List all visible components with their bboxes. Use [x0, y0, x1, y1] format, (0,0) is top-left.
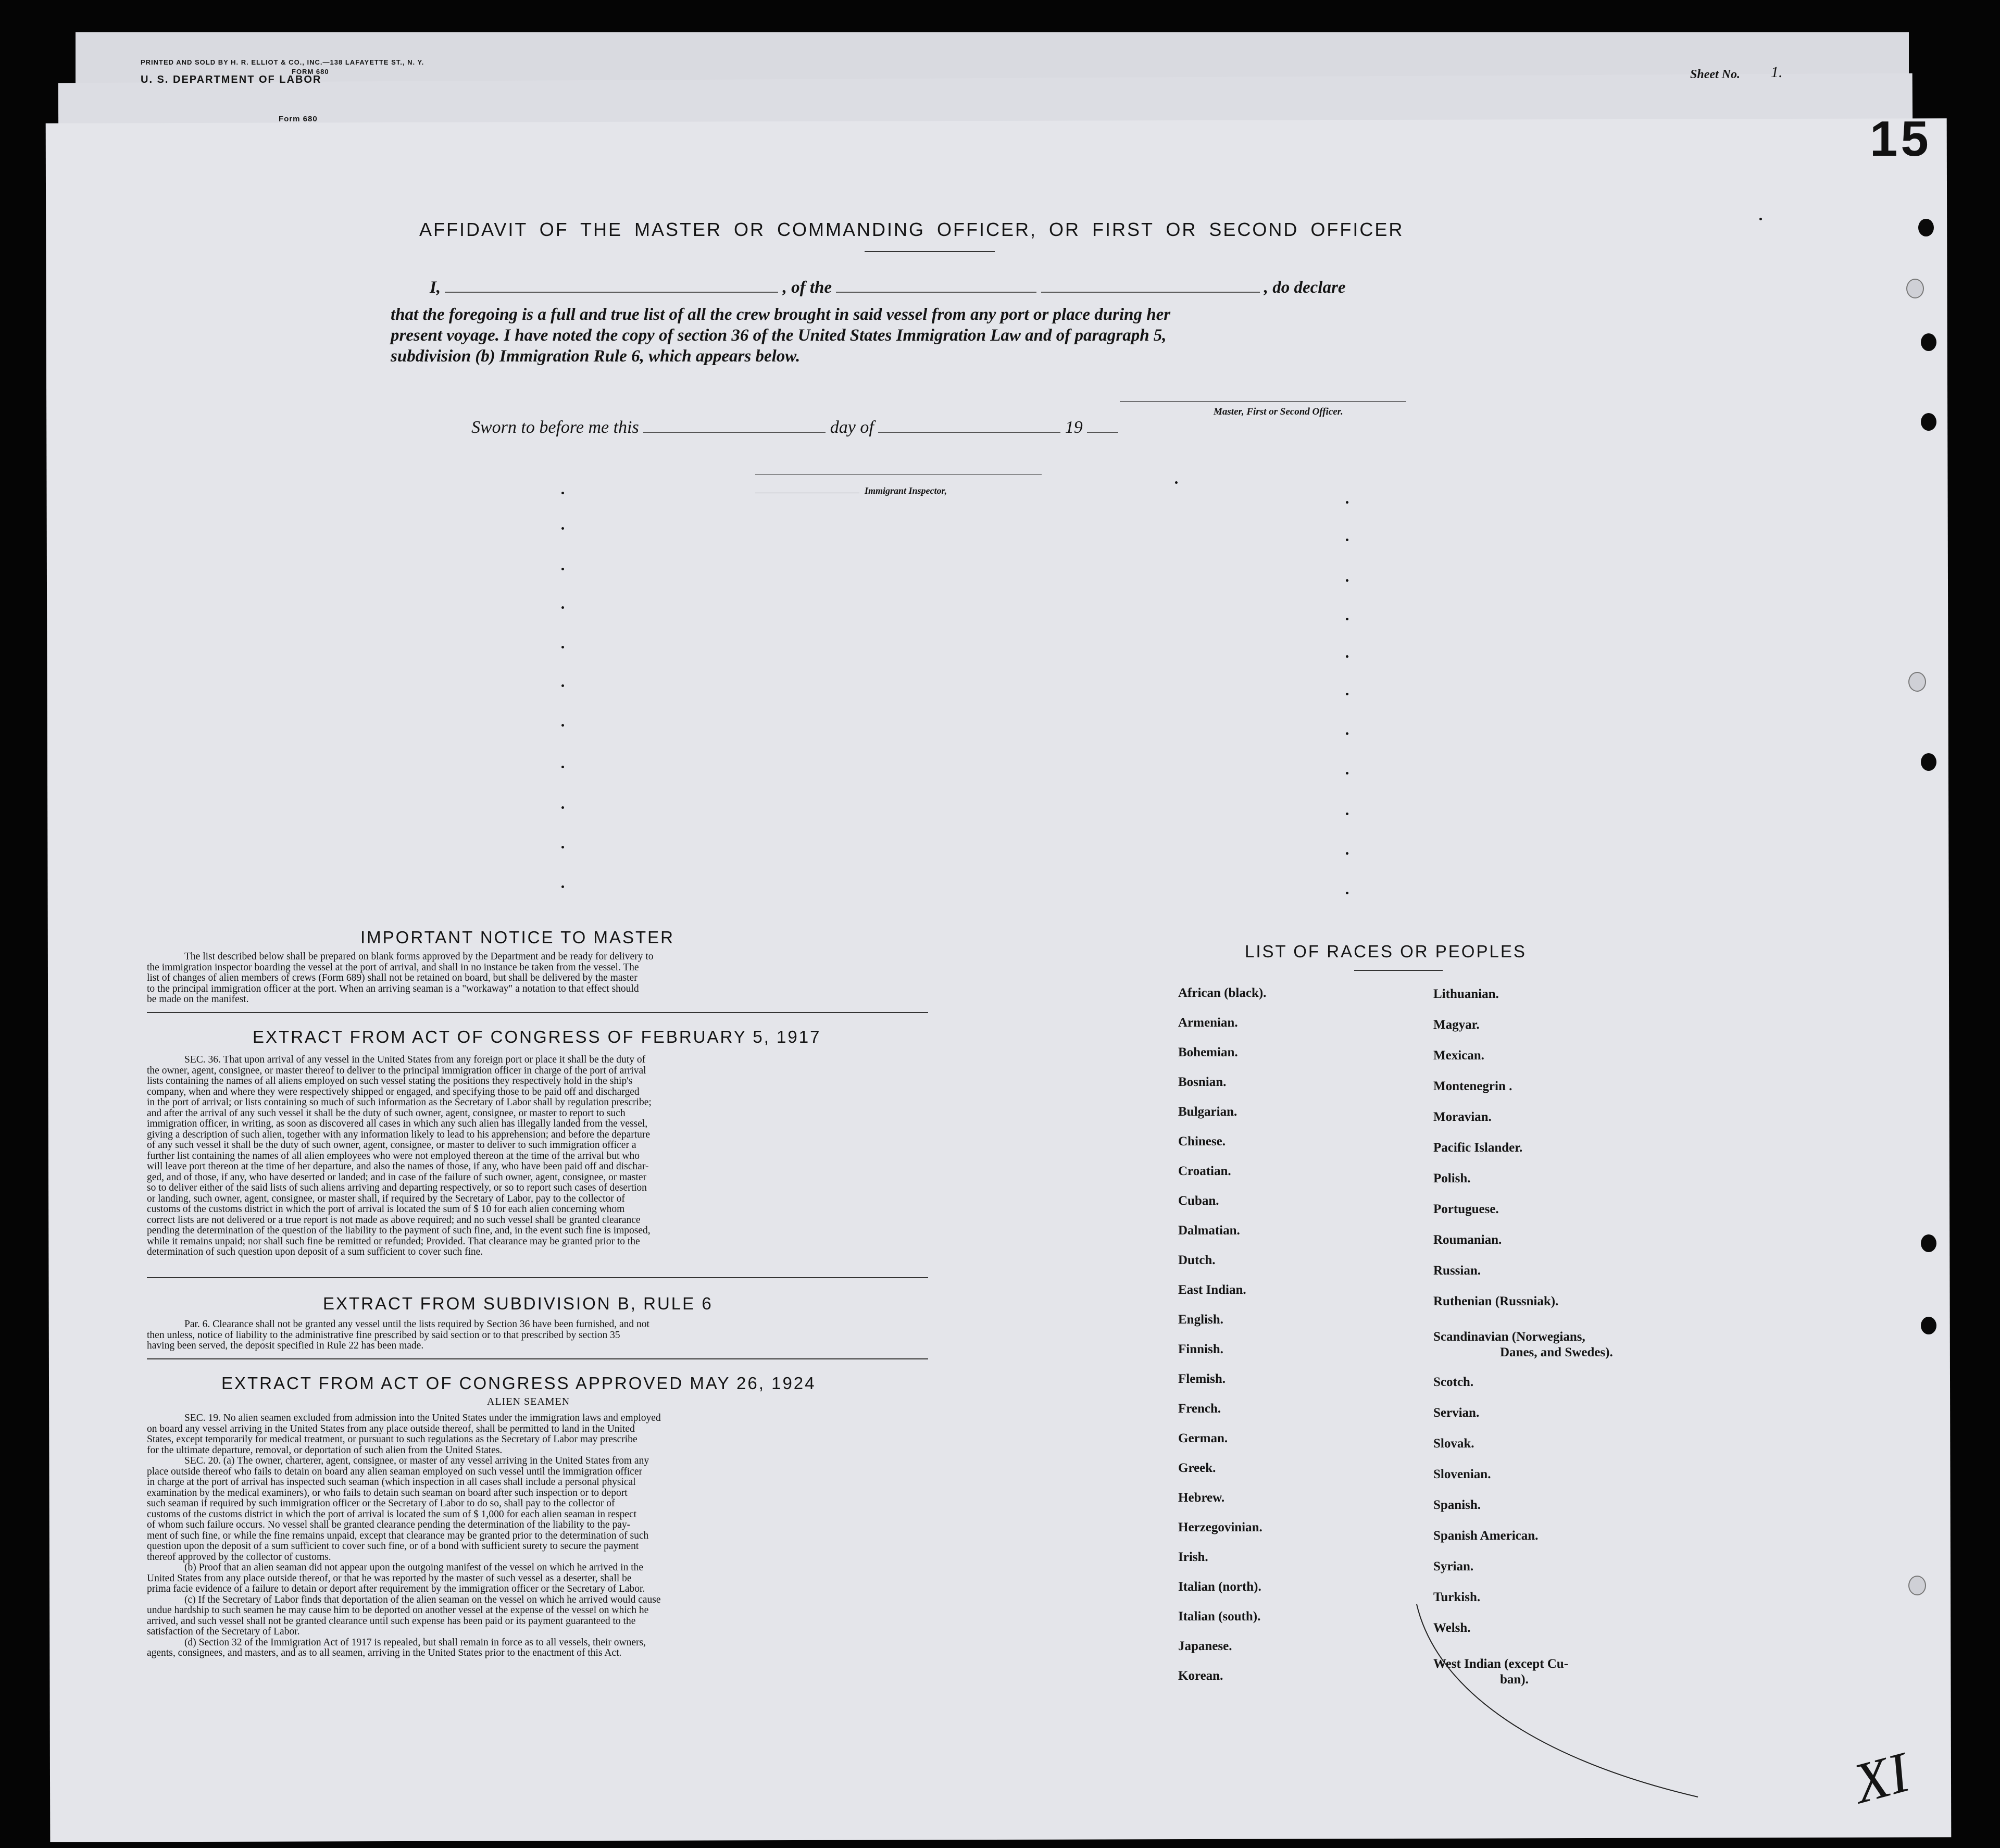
- race-item: Ruthenian (Russniak).: [1433, 1294, 1559, 1308]
- extract-rule6-text: Par. 6. Clearance shall not be granted any vessel until the lists required by Section 36 have been furnished, and not then unless, notice of liability to the administrative fine prescribed by said section or to that prescribed by section 35 having been served, the deposit specified in Rule 22 has been made.: [147, 1319, 649, 1351]
- race-item: Servian.: [1433, 1406, 1480, 1420]
- affidavit-body-line2: present voyage. I have noted the copy of section 36 of the United States Immigration Law and of paragraph 5,: [391, 326, 1167, 345]
- race-item: Greek.: [1178, 1461, 1216, 1475]
- section-divider: [147, 1358, 928, 1359]
- affidavit-line1: [430, 277, 1419, 298]
- sworn-month-blank[interactable]: [878, 431, 1060, 433]
- stamp-number: 15: [1870, 111, 1932, 167]
- race-item: German.: [1178, 1431, 1228, 1445]
- inspector-line-top: [755, 474, 1042, 475]
- declarant-label: I,: [430, 278, 441, 297]
- race-item: Bulgarian.: [1178, 1105, 1238, 1119]
- race-item: Japanese.: [1178, 1639, 1232, 1653]
- declarant-name-blank[interactable]: [445, 291, 778, 293]
- form-small-label: FORM 680: [292, 68, 329, 76]
- binder-hole: [1921, 333, 1936, 351]
- race-item: Finnish.: [1178, 1342, 1223, 1356]
- of-the-label: , of the: [782, 278, 832, 297]
- race-item: Bosnian.: [1178, 1075, 1227, 1089]
- printer-line: PRINTED AND SOLD BY H. R. ELLIOT & CO., INC.—138 LAFAYETTE ST., N. Y.: [141, 58, 424, 66]
- race-item: Italian (south).: [1178, 1609, 1261, 1624]
- race-item: ban).: [1500, 1672, 1529, 1687]
- race-item: Italian (north).: [1178, 1580, 1261, 1594]
- extract-1924-title: EXTRACT FROM ACT OF CONGRESS APPROVED MAY 26, 1924: [221, 1373, 816, 1393]
- extract-1924-text: SEC. 19. No alien seamen excluded from admission into the United States under the immigration laws and employed on board any vessel arriving in the United States from any place outside thereof, shall be permitted to land in the United States, except temporarily for medical treatment, or pursuant to such regulations as the Secretary of Labor may prescribe for the ultimate departure, removal, or deportation of such alien from the United States. SEC. 20. (a) The owner, charterer, agent, consignee, or master of any vessel arriving in the United States from any place outside thereof who fails to detain on board any alien seaman employed on such vessel until the immigration officer in charge at the port of arrival has inspected such seaman (which inspection in all cases shall include a personal physical examination by the medical examiners), or who fails to detain such seaman on board after such inspection or to deport such seaman if required by such immigration officer or the Secretary of Labor to do so, shall pay to the collector of customs of the customs district in which the port of arrival is located the sum of $ 1,000 for each alien seaman in respect of whom such failure occurs. No vessel shall be granted clearance pending the determination of the liability to the pay- ment of such fine, or while the fine remains unpaid, except that clearance may be granted prior to the determination of such question upon the deposit of a sum sufficient to cover such fine, or of a bond with sufficient surety to secure the payment thereof approved by the collector of customs. (b) Proof that an alien seaman did not appear upon the outgoing manifest of the vessel on which he arrived in the United States from any place outside thereof, or that he was reported by the master of such vessel as a deserter, shall be prima facie evidence of a failure to detain or deport after requirement by the immigration officer or the Secretary of Labor. (c) If the Secretary of Labor finds that deportation of the alien seaman on the vessel on which he arrived would cause undue hardship to such seamen he may cause him to be deported on another vessel at the expense of the vessel on which he arrived, and such vessel shall not be granted clearance until such expense has been paid or its payment guaranteed to the satisfaction of the Secretary of Labor. (d) Section 32 of the Immigration Act of 1917 is repealed, but shall remain in force as to all vessels, their owners, agents, consignees, and masters, and as to all seamen, arriving in the United States prior to the enactment of this Act.: [147, 1413, 661, 1658]
- race-item: Moravian.: [1433, 1110, 1492, 1124]
- extract-1924-subtitle: ALIEN SEAMEN: [487, 1396, 570, 1407]
- race-item: Slovenian.: [1433, 1467, 1491, 1481]
- race-item: Roumanian.: [1433, 1233, 1502, 1247]
- binder-hole: [1921, 413, 1936, 431]
- race-item: French.: [1178, 1402, 1221, 1416]
- notice-title: IMPORTANT NOTICE TO MASTER: [360, 928, 675, 947]
- title-underline: [865, 251, 995, 252]
- sworn-year-blank[interactable]: [1087, 431, 1118, 433]
- extract-rule6-title: EXTRACT FROM SUBDIVISION B, RULE 6: [323, 1294, 713, 1313]
- race-item: East Indian.: [1178, 1283, 1246, 1297]
- race-item: Slovak.: [1433, 1437, 1474, 1451]
- binder-hole: [1921, 1317, 1936, 1334]
- margin-note: XI: [1846, 1740, 1916, 1816]
- race-item: Welsh.: [1433, 1621, 1471, 1635]
- race-item: Lithuanian.: [1433, 987, 1499, 1001]
- race-item: Pacific Islander.: [1433, 1141, 1523, 1155]
- binder-hole: [1918, 219, 1934, 236]
- binder-hole: [1921, 753, 1936, 771]
- sworn-day-blank[interactable]: [643, 431, 826, 433]
- pen-curve: [1406, 1589, 1927, 1839]
- race-item: Spanish.: [1433, 1498, 1481, 1512]
- signature-line[interactable]: [1120, 401, 1406, 402]
- sworn-line: [471, 417, 1118, 438]
- race-item: Magyar.: [1433, 1018, 1480, 1032]
- form-label: Form 680: [279, 115, 318, 123]
- race-item: Mexican.: [1433, 1048, 1484, 1063]
- race-item: Armenian.: [1178, 1016, 1238, 1030]
- position-blank[interactable]: [836, 291, 1036, 293]
- race-item: Russian.: [1433, 1264, 1481, 1278]
- section-divider: [147, 1012, 928, 1013]
- vessel-blank[interactable]: [1041, 291, 1260, 293]
- sworn-label: Sworn to before me this: [471, 418, 639, 437]
- race-item: Bohemian.: [1178, 1045, 1238, 1059]
- extract-1917-text: SEC. 36. That upon arrival of any vessel in the United States from any foreign port or place it shall be the duty of the owner, agent, consignee, or master thereof to deliver to the principal immigration officer in charge of the port of arrival lists containing the names of all aliens employed on such vessel stating the positions they respectively hold in the ship's company, when and where they were respectively shipped or engaged, and specifying those to be paid off and discharged in the port of arrival; or lists containing so much of such information as the Secretary of Labor shall by regulation prescribe; and after the arrival of any such vessel it shall be the duty of such owner, agent, consignee, or master to report to such immigration officer, in writing, as soon as discovered all cases in which any such alien has illegally landed from the vessel, giving a description of such alien, together with any information likely to lead to his apprehension; and before the departure of any such vessel it shall be the duty of such owner, agent, consignee, or master to deliver to such immigration officer a further list containing the names of all alien employees who were not employed thereon at the time of the arrival but who will leave port thereon at the time of her departure, and also the names of those, if any, who have been paid off and dischar- ged, and of those, if any, who have deserted or landed; and in case of the failure of such owner, agent, consignee, or master so to deliver either of the said lists of such aliens arriving and departing respectively, or so to report such cases of desertion or landing, such owner, agent, consignee, or master shall, if required by the Secretary of Labor, pay to the collector of customs of the customs district in which the port of arrival is located the sum of $ 10 for each alien concerning whom correct lists are not delivered or a true report is not made as above required; and no such vessel shall be granted clearance pending the determination of the question of the liability to the payment of such fine, and, in the event such fine is imposed, while it remains unpaid; nor shall such fine be remitted or refunded; Provided. That clearance may be granted prior to the determination of such question upon deposit of a sum sufficient to cover such fine.: [147, 1054, 652, 1257]
- day-of-label: day of: [830, 418, 874, 437]
- race-item: Scandinavian (Norwegians,: [1433, 1330, 1585, 1344]
- section-divider: [147, 1277, 928, 1278]
- department-label: U. S. DEPARTMENT OF LABOR: [141, 74, 322, 85]
- signature-caption: Master, First or Second Officer.: [1214, 406, 1343, 417]
- race-item: Croatian.: [1178, 1164, 1231, 1178]
- race-item: English.: [1178, 1313, 1223, 1327]
- race-item: West Indian (except Cu-: [1433, 1657, 1569, 1671]
- race-item: Korean.: [1178, 1669, 1223, 1683]
- affidavit-title: AFFIDAVIT OF THE MASTER OR COMMANDING OFFICER, OR FIRST OR SECOND OFFICER: [419, 219, 1404, 240]
- race-item: Syrian.: [1433, 1559, 1474, 1574]
- race-item: Danes, and Swedes).: [1500, 1345, 1613, 1359]
- race-item: Irish.: [1178, 1550, 1208, 1564]
- race-item: Chinese.: [1178, 1134, 1226, 1148]
- affidavit-body-line3: subdivision (b) Immigration Rule 6, which appears below.: [391, 347, 801, 366]
- race-item: Spanish American.: [1433, 1529, 1539, 1543]
- declare-label: , do declare: [1264, 278, 1346, 297]
- inspector-caption: Immigrant Inspector,: [865, 485, 947, 496]
- race-item: Montenegrin .: [1433, 1079, 1512, 1093]
- race-item: Dutch.: [1178, 1253, 1216, 1267]
- race-item: Flemish.: [1178, 1372, 1226, 1386]
- sheet-number-value: 1.: [1771, 64, 1783, 81]
- race-item: African (black).: [1178, 986, 1267, 1000]
- year-prefix: 19: [1065, 418, 1083, 437]
- affidavit-body-line1: that the foregoing is a full and true list of all the crew brought in said vessel from any port or place during her: [391, 305, 1171, 324]
- race-item: Dalmatian.: [1178, 1223, 1240, 1238]
- extract-1917-title: EXTRACT FROM ACT OF CONGRESS OF FEBRUARY 5, 1917: [253, 1027, 821, 1046]
- races-title-underline: [1354, 970, 1443, 971]
- race-item: Turkish.: [1433, 1590, 1481, 1604]
- race-item: Cuban.: [1178, 1194, 1219, 1208]
- binder-hole: [1908, 672, 1926, 692]
- race-item: Hebrew.: [1178, 1491, 1225, 1505]
- notice-text: The list described below shall be prepared on blank forms approved by the Department and be ready for delivery to the immigration inspector boarding the vessel at the port of arrival, and shall in no instance be taken from the vessel. The list of changes of alien members of crews (Form 689) shall not be retained on board, but shall be delivered by the master to the principal immigration officer at the port. When an arriving seaman is a "workaway" a notation to that effect should be made on the manifest.: [147, 951, 654, 1005]
- binder-hole: [1921, 1234, 1936, 1252]
- sheet-number-label: Sheet No.: [1690, 68, 1740, 81]
- race-item: Polish.: [1433, 1171, 1471, 1185]
- binder-hole: [1906, 279, 1924, 298]
- race-item: Scotch.: [1433, 1375, 1474, 1389]
- race-item: Portuguese.: [1433, 1202, 1499, 1216]
- races-title: LIST OF RACES OR PEOPLES: [1245, 942, 1527, 961]
- race-item: Herzegovinian.: [1178, 1520, 1262, 1534]
